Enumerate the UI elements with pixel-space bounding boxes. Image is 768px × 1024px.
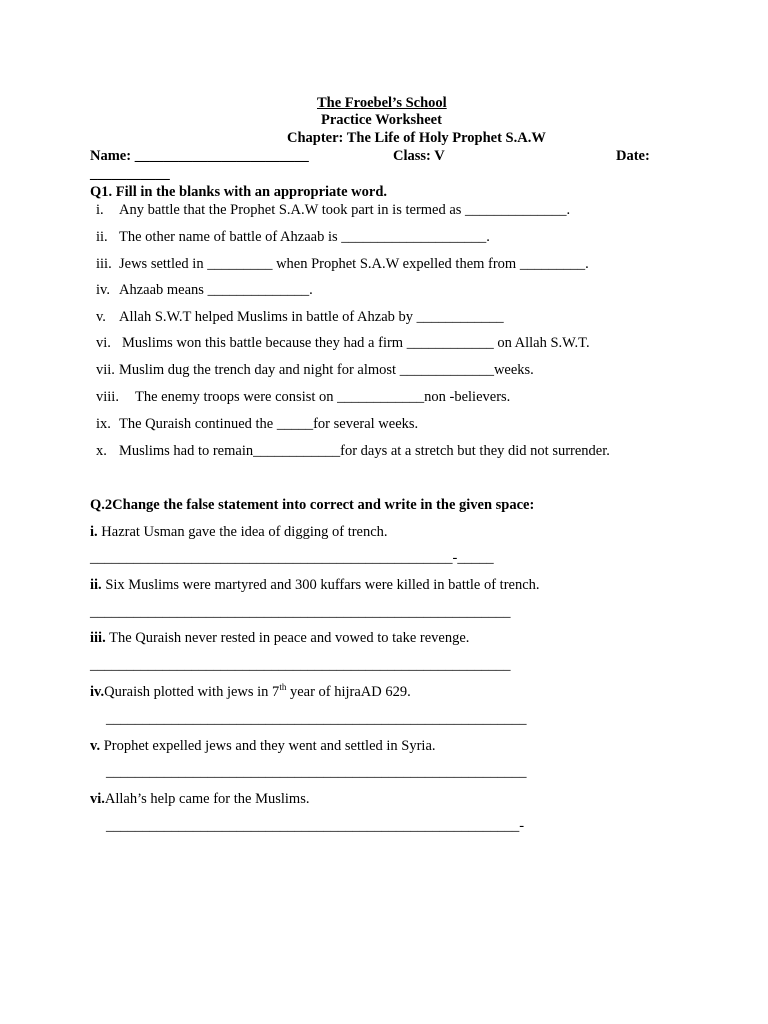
q2-item-text: Quraish plotted with jews in 7	[104, 684, 280, 700]
answer-line: __________________________________________________________	[106, 711, 527, 727]
q2-item-text: Hazrat Usman gave the idea of digging of trench.	[101, 524, 388, 540]
q2-item-text: The Quraish never rested in peace and vowed to take revenge.	[109, 630, 470, 646]
q1-item-text: Ahzaab means ______________.	[119, 282, 313, 298]
q1-title: Q1. Fill in the blanks with an appropriate word.	[90, 184, 388, 200]
answer-line: __________________________________________________________	[106, 764, 527, 780]
q1-item-number: iii.	[96, 256, 112, 272]
q2-item-text: Allah’s help came for the Muslims.	[104, 791, 310, 807]
answer-line: __________________________________________________-_____	[90, 550, 494, 566]
q2-item-text: Prophet expelled jews and they went and settled in Syria.	[103, 738, 436, 754]
q2-item-number: iii.	[90, 630, 106, 646]
q2-item	[90, 683, 411, 701]
answer-line: _________________________________________________________-	[106, 818, 525, 834]
worksheet-title: Practice Worksheet	[321, 112, 442, 128]
class-field: Class: V	[393, 148, 445, 164]
q2-item	[90, 576, 540, 594]
q1-item-text: Muslims won this battle because they had a firm ____________ on Allah S.W.T.	[122, 335, 590, 351]
q1-item-number: vi.	[96, 335, 111, 351]
q1-item-text: The Quraish continued the _____for several weeks.	[119, 416, 419, 432]
q1-item-text: Muslims had to remain____________for days at a stretch but they did not surrender.	[119, 443, 610, 459]
answer-line: __________________________________________________________	[90, 657, 511, 673]
q1-item-number: ii.	[96, 229, 108, 245]
q2-item-number: ii.	[90, 577, 102, 593]
q2-item-number: v.	[90, 738, 101, 754]
q1-item-number: v.	[96, 309, 106, 325]
q2-item-number: i.	[90, 524, 98, 540]
q1-item-number: ix.	[96, 416, 111, 432]
q2-item	[90, 523, 388, 541]
q1-item-text: Allah S.W.T helped Muslims in battle of Ahzab by ____________	[119, 309, 504, 325]
q1-item-number: x.	[96, 443, 107, 459]
q2-item-text-cont: year of hijraAD 629.	[286, 684, 411, 700]
q1-item-number: iv.	[96, 282, 110, 298]
superscript: th	[279, 682, 287, 693]
q2-item-number: vi.	[90, 791, 105, 807]
q1-item-text: Jews settled in _________ when Prophet S.A.W expelled them from _________.	[119, 256, 589, 272]
date-field: Date:	[616, 148, 650, 164]
q2-title: Q.2Change the false statement into correct and write in the given space:	[90, 497, 535, 513]
q1-item-text: Any battle that the Prophet S.A.W took part in is termed as ______________.	[119, 202, 571, 218]
school-name: The Froebel’s School	[317, 95, 447, 111]
q1-item-text: Muslim dug the trench day and night for almost _____________weeks.	[119, 362, 534, 378]
q2-item	[90, 790, 309, 808]
name-field: Name: ________________________	[90, 148, 309, 164]
q2-item	[90, 737, 436, 755]
chapter-title: Chapter: The Life of Holy Prophet S.A.W	[287, 130, 546, 146]
q2-item	[90, 629, 469, 647]
q2-item-text: Six Muslims were martyred and 300 kuffars were killed in battle of trench.	[105, 577, 540, 593]
q2-item-number: iv.	[90, 684, 105, 700]
date-line: ___________	[90, 166, 170, 182]
q1-item-number: vii.	[96, 362, 115, 378]
q1-item-number: viii.	[96, 389, 119, 405]
q1-item-text: The enemy troops were consist on ____________non -believers.	[135, 389, 511, 405]
answer-line: __________________________________________________________	[90, 604, 511, 620]
q1-item-number: i.	[96, 202, 104, 218]
q1-item-text: The other name of battle of Ahzaab is ____________________.	[119, 229, 490, 245]
